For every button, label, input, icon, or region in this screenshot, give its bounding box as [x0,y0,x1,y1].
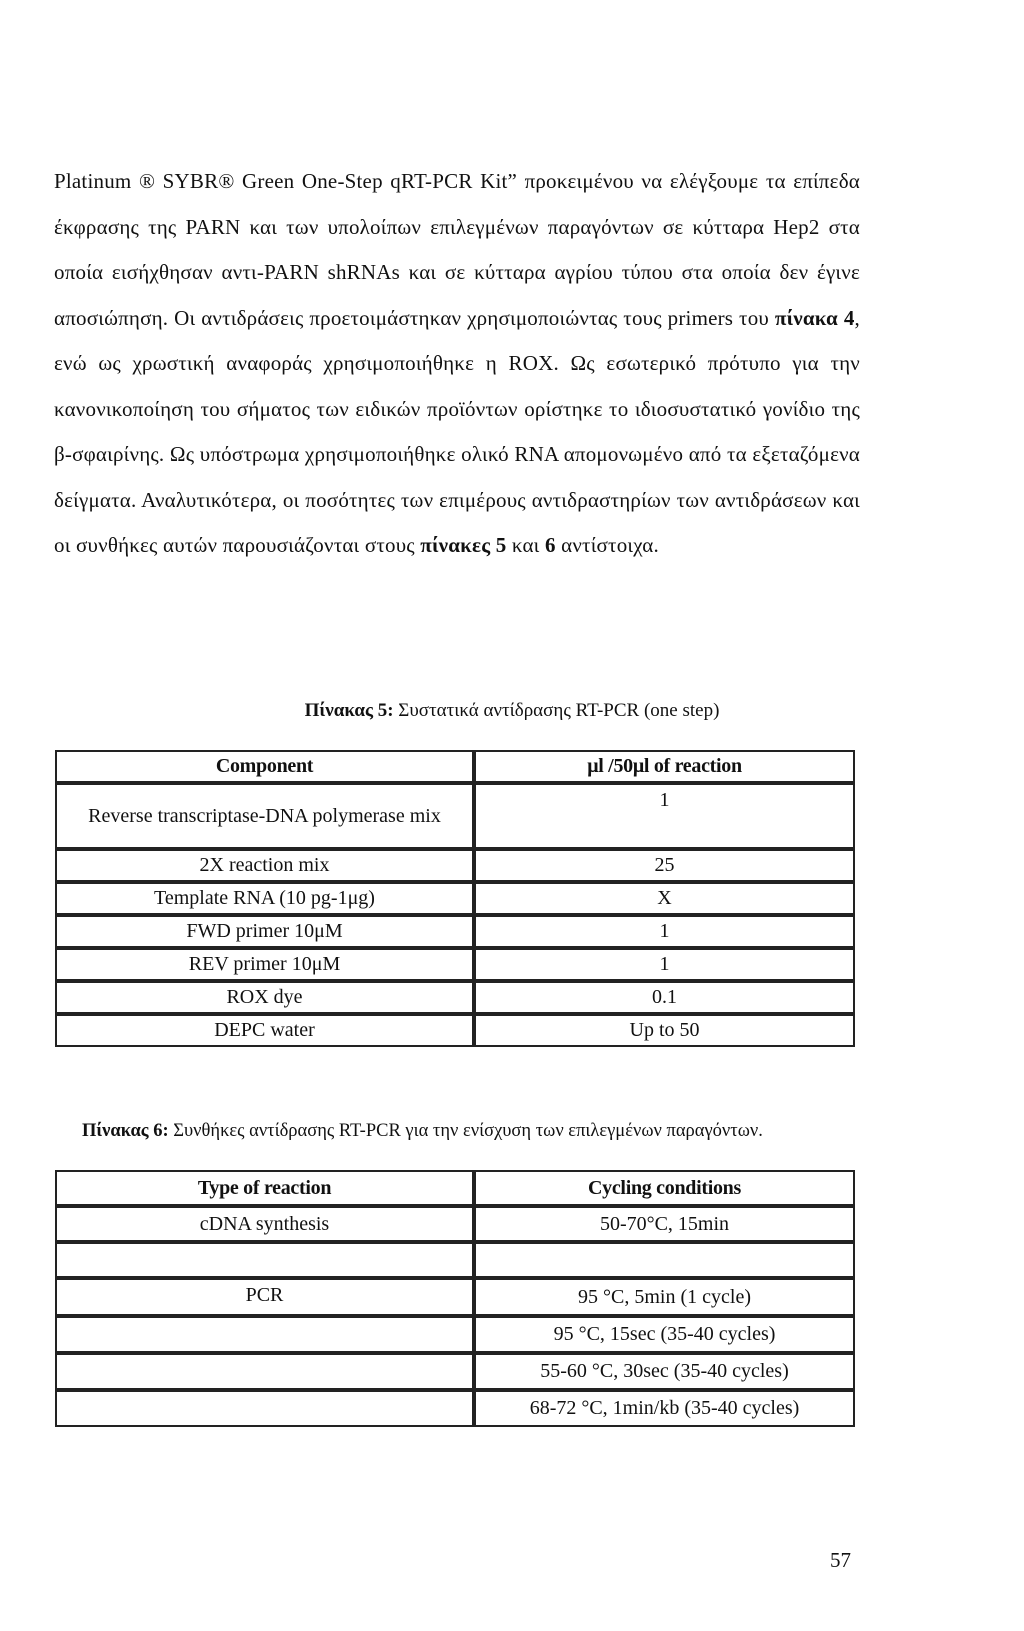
table6-caption-text: Συνθήκες αντίδρασης RT-PCR για την ενίσχυση των επιλεγμένων παραγόντων. [168,1121,763,1141]
body-paragraph [54,159,860,569]
paragraph-text: και [506,533,545,557]
table-cell: 1 [474,915,855,948]
table-cell: 25 [474,849,855,882]
paragraph-text: Platinum ® SYBR® Green One-Step qRT-PCR Kit” προκειμένου να ελέγξουμε τα επίπεδα έκφρασης της PARN και των υπολοίπων επιλεγμένων παραγόντων σε κύτταρα Hep2 στα οποία εισήχθησαν αντι-PARN shRNAs και σε κύτταρα αγρίου τύπου στα οποία δεν έγινε αποσιώπηση. Οι αντιδράσεις προετοιμάστηκαν χρησιμοποιώντας τους primers του [54,169,860,330]
table-row [55,882,855,915]
table6-header-type: Type of reaction [55,1170,474,1206]
table-cell: DEPC water [55,1014,474,1047]
table5-caption-text: Συστατικά αντίδρασης RT-PCR (one step) [393,700,720,721]
table6-header-conditions: Cycling conditions [474,1170,855,1206]
table-cell [55,1390,474,1427]
table-cell: Up to 50 [474,1014,855,1047]
table-cell [55,1316,474,1353]
table-row [55,1390,855,1427]
table5-caption-label: Πίνακας 5: [304,700,394,721]
table-header-row [55,1170,855,1206]
table5-header-component: Component [55,750,474,783]
page-number: 57 [830,1548,851,1572]
table-reference: πίνακες 5 [420,533,507,557]
table-cell: cDNA synthesis [55,1206,474,1242]
table-row [55,915,855,948]
table-row [55,783,855,849]
table-row [55,1242,855,1278]
table-cell: 0.1 [474,981,855,1014]
table-row [55,981,855,1014]
paragraph-text: αντίστοιχα. [555,533,659,557]
table-row [55,849,855,882]
table-reference: 6 [545,533,556,557]
table6-caption [82,1121,982,1142]
table-cell: 50-70°C, 15min [474,1206,855,1242]
table5-header-volume: μl /50μl of reaction [474,750,855,783]
table-row [55,1206,855,1242]
table-cell: 2X reaction mix [55,849,474,882]
table-cell: 68-72 °C, 1min/kb (35-40 cycles) [474,1390,855,1427]
table-cell: FWD primer 10μM [55,915,474,948]
table-cell: PCR [55,1278,474,1316]
table6 [55,1170,855,1427]
table-cell: 95 °C, 15sec (35-40 cycles) [474,1316,855,1353]
table-reference: πίνακα 4 [774,305,855,330]
table-cell: X [474,882,855,915]
table-cell [474,1242,855,1278]
table-cell: 95 °C, 5min (1 cycle) [474,1278,855,1316]
table-cell: REV primer 10μM [55,948,474,981]
paragraph-text: , ενώ ως χρωστική αναφοράς χρησιμοποιήθηκε η ROX. Ως εσωτερικό πρότυπο για την κανονικοποίηση του σήματος των ειδικών προϊόντων ορίστηκε το ιδιοσυστατικό γονίδιο της β-σφαιρίνης. Ως υπόστρωμα χρησιμοποιήθηκε ολικό RNA απομονωμένο από τα εξεταζόμενα δείγματα. Αναλυτικότερα, οι ποσότητες των επιμέρους αντιδραστηρίων των αντιδράσεων και οι συνθήκες αυτών παρουσιάζονται στους [54,305,860,557]
table6-caption-label: Πίνακας 6: [82,1121,169,1141]
table-row [55,1353,855,1390]
table5-caption [0,700,1024,722]
table-row [55,948,855,981]
table-row [55,1278,855,1316]
table-cell: 1 [474,783,855,849]
table-cell [55,1353,474,1390]
table-row [55,1014,855,1047]
table-cell: ROX dye [55,981,474,1014]
table-header-row [55,750,855,783]
table-row [55,1316,855,1353]
table-cell [55,1242,474,1278]
table-cell: 55-60 °C, 30sec (35-40 cycles) [474,1353,855,1390]
table-cell: 1 [474,948,855,981]
table-cell: Reverse transcriptase-DNA polymerase mix [55,783,474,849]
table5 [55,750,855,1047]
table-cell: Template RNA (10 pg-1μg) [55,882,474,915]
